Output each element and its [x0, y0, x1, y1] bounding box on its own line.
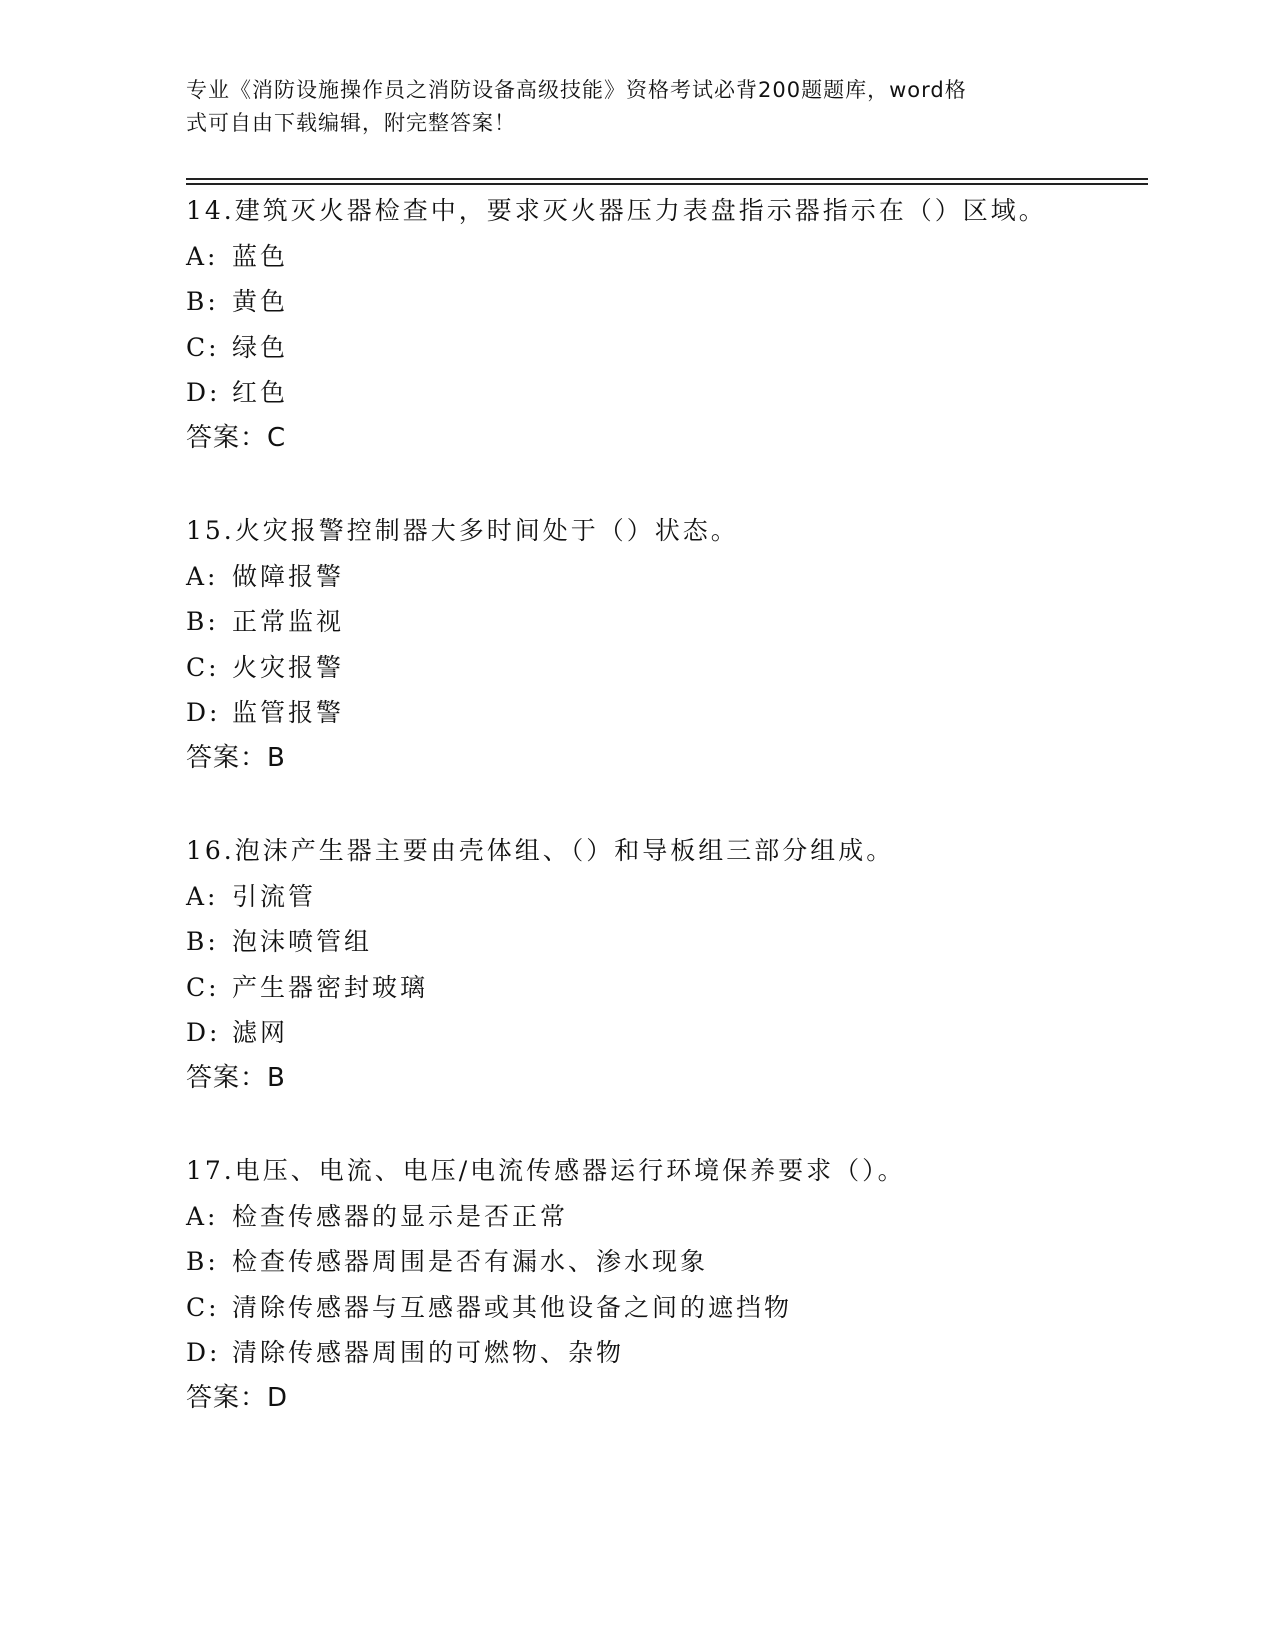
option-text: 清除传感器周围的可燃物、杂物: [232, 1338, 625, 1368]
option-d: [186, 690, 1186, 736]
option-a: [186, 874, 1186, 920]
question-15: [186, 508, 1186, 782]
option-text: 蓝色: [232, 241, 289, 271]
option-d: [186, 1010, 1186, 1056]
option-c: [186, 325, 1186, 371]
option-d: [186, 370, 1186, 416]
question-stem: 16.泡沫产生器主要由壳体组、（）和导板组三部分组成。: [186, 836, 895, 865]
option-text: 检查传感器周围是否有漏水、渗水现象: [232, 1247, 709, 1277]
option-letter: A:: [186, 1201, 219, 1231]
header-line-2: 式可自由下载编辑，附完整答案！: [186, 111, 516, 135]
option-text: 滤网: [232, 1018, 289, 1048]
option-letter: B:: [186, 927, 219, 957]
option-letter: A:: [186, 241, 219, 271]
option-a: [186, 554, 1186, 600]
option-text: 红色: [232, 378, 289, 408]
option-a: [186, 1194, 1186, 1240]
option-d: [186, 1330, 1186, 1376]
option-a: [186, 234, 1186, 280]
option-text: 监管报警: [232, 698, 345, 728]
option-text: 做障报警: [232, 561, 345, 591]
header-line-1: 专业《消防设施操作员之消防设备高级技能》资格考试必背200题题库，word格: [186, 78, 967, 102]
option-text: 泡沫喷管组: [232, 927, 373, 957]
option-letter: D:: [186, 378, 221, 408]
option-text: 检查传感器的显示是否正常: [232, 1201, 569, 1231]
option-letter: A:: [186, 561, 219, 591]
option-letter: C:: [186, 972, 220, 1002]
option-letter: D:: [186, 1338, 221, 1368]
question-14: [186, 188, 1186, 462]
answer-line: 答案：B: [186, 742, 286, 773]
option-text: 引流管: [232, 881, 317, 911]
option-letter: B:: [186, 1247, 219, 1277]
answer-line: 答案：D: [186, 1382, 289, 1413]
question-stem: 15.火灾报警控制器大多时间处于（）状态。: [186, 516, 739, 545]
option-letter: B:: [186, 607, 219, 637]
option-c: [186, 1285, 1186, 1331]
option-b: [186, 279, 1186, 325]
option-letter: C:: [186, 652, 220, 682]
option-b: [186, 599, 1186, 645]
option-text: 绿色: [232, 332, 289, 362]
header-divider-top: [186, 178, 1148, 180]
answer-line: 答案：B: [186, 1062, 286, 1093]
question-stem: 14.建筑灭火器检查中，要求灭火器压力表盘指示器指示在（）区域。: [186, 196, 1047, 225]
option-letter: D:: [186, 1018, 221, 1048]
option-letter: C:: [186, 1292, 220, 1322]
document-header: [186, 74, 1066, 140]
option-c: [186, 645, 1186, 691]
option-text: 黄色: [232, 287, 289, 317]
option-letter: B:: [186, 287, 219, 317]
option-letter: C:: [186, 332, 220, 362]
option-text: 正常监视: [232, 607, 345, 637]
header-divider-bottom: [186, 183, 1148, 185]
option-text: 产生器密封玻璃: [232, 972, 429, 1002]
option-b: [186, 1239, 1186, 1285]
option-b: [186, 919, 1186, 965]
option-letter: A:: [186, 881, 219, 911]
option-text: 火灾报警: [232, 652, 345, 682]
option-c: [186, 965, 1186, 1011]
question-17: [186, 1148, 1186, 1422]
option-letter: D:: [186, 698, 221, 728]
answer-line: 答案：C: [186, 422, 287, 453]
option-text: 清除传感器与互感器或其他设备之间的遮挡物: [232, 1292, 793, 1322]
question-stem: 17.电压、电流、电压/电流传感器运行环境保养要求（）。: [186, 1156, 906, 1185]
question-16: [186, 828, 1186, 1102]
